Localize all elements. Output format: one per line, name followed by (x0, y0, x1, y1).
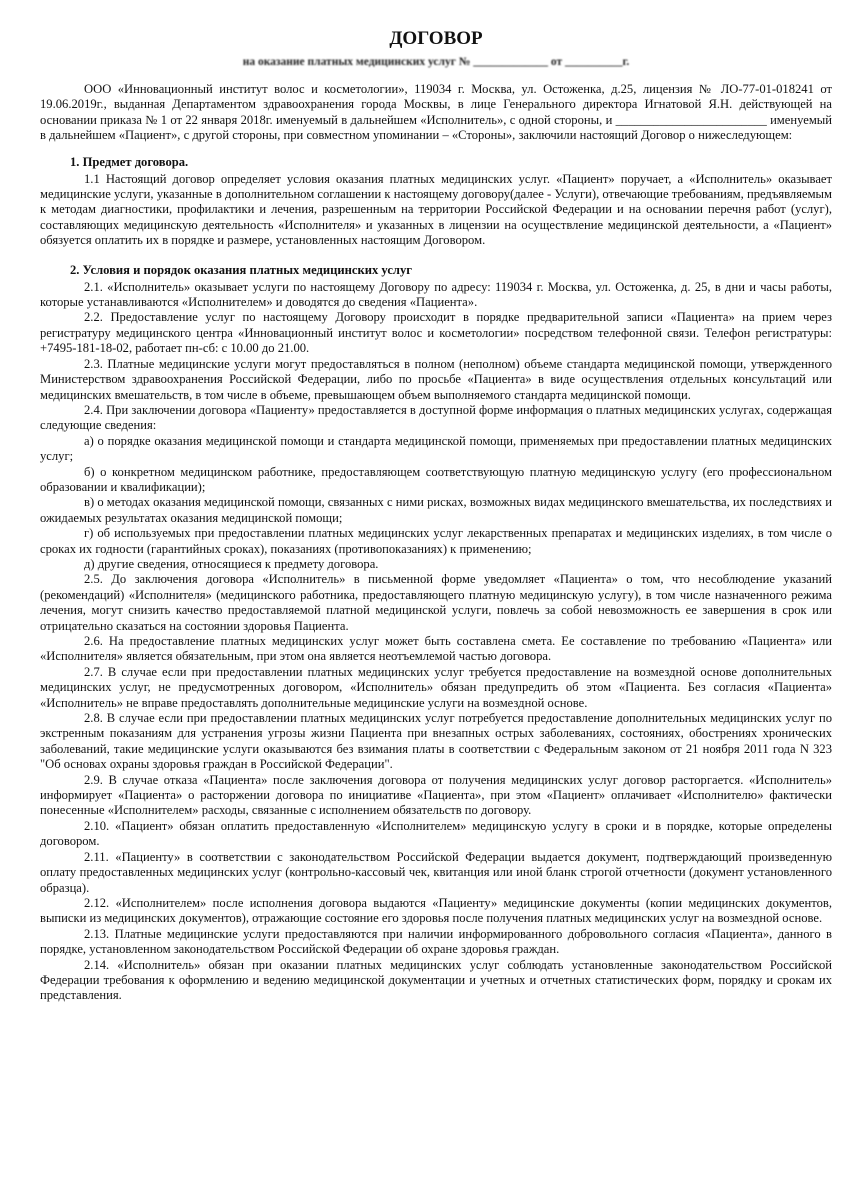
clause-2-12: 2.12. «Исполнителем» после исполнения договора выдаются «Пациенту» медицинские документы (копии медицинских документов, выписки из медицинских документов), отражающие состояние его здоровья после получения платных медицинских услуг на возмездной основе. (40, 895, 832, 926)
clause-2-4-d: г) об используемых при предоставлении платных медицинских услуг лекарственных препаратах и медицинских изделиях, в том числе о сроках их годности (гарантийных сроках), показаниях (противопоказаниях) к применению; (40, 526, 832, 556)
document-subtitle: на оказание платных медицинских услуг № _____________ от __________г. (242, 56, 630, 68)
clause-2-14: 2.14. «Исполнитель» обязан при оказании платных медицинских услуг соблюдать установленные законодательством Российской Федерации требования к оформлению и ведению медицинской документации и учетных и отчетных статистических форм, порядку и срокам их представления. (40, 957, 832, 1003)
clause-2-8: 2.8. В случае если при предоставлении платных медицинских услуг потребуется предоставление дополнительных медицинских услуг по экстренным показаниям для устранения угрозы жизни Пациента при внезапных острых заболеваниях, состояниях, обострениях хронических заболеваний, такие медицинские услуги оказываются без взимания платы в соответствии с Федеральным законом от 21 ноября 2011 года N 323 "Об основах охраны здоровья граждан в Российской Федерации". (40, 711, 832, 772)
clause-2-7: 2.7. В случае если при предоставлении платных медицинских услуг требуется предоставление на возмездной основе дополнительных медицинских услуг, не предусмотренных договором, «Исполнитель» обязан предупредить об этом «Пациента. Без согласия «Пациента» «Исполнитель» не вправе предоставлять дополнительные медицинские услуги на возмездной основе. (40, 664, 832, 710)
clause-2-4-a: а) о порядке оказания медицинской помощи и стандарта медицинской помощи, применяемых при предоставлении платных медицинских услуг; (40, 433, 832, 464)
clause-2-3: 2.3. Платные медицинские услуги могут предоставляться в полном (неполном) объеме стандарта медицинской помощи, утвержденного Министерством здравоохранения Российской Федерации, либо по просьбе «Пациента» в виде осуществления отдельных консультаций или медицинских вмешательств, в том числе в объеме, превышающем объем выполняемого стандарта медицинской помощи. (40, 356, 832, 402)
clause-2-6: 2.6. На предоставление платных медицинских услуг может быть составлена смета. Ее составление по требованию «Пациента» или «Исполнителя» является обязательным, при этом она является неотъемлемой частью договора. (40, 634, 832, 664)
section-1-paragraph: 1.1 Настоящий договор определяет условия оказания платных медицинских услуг. «Пациент» поручает, а «Исполнитель» оказывает медицинские услуги, указанные в дополнительном соглашении к настоящему договору(далее - Услуги), отвечающие требованиям, предъявляемым к методам диагностики, профилактики и лечения, разрешенным на территории Российской Федерации и на основании перечня работ (услуг), составляющих медицинскую деятельность «Исполнителя» и указанных в лицензии на осуществление медицинской деятельности, а «Пациент» обязуется оплатить их в порядке и размере, установленных настоящим Договором. (40, 171, 832, 248)
clause-2-2: 2.2. Предоставление услуг по настоящему Договору происходит в порядке предварительной записи «Пациента» на прием через регистратуру медицинского центра «Инновационный институт волос и косметологии» посредством телефонной связи. Телефон регистратуры: +7495-181-18-02, работает пн-сб: с 10.00 до 21.00. (40, 310, 832, 356)
clause-2-1: 2.1. «Исполнитель» оказывает услуги по настоящему Договору по адресу: 119034 г. Москва, ул. Остоженка, д. 25, в дни и часы работы, которые устанавливаются «Исполнителем» и доводятся до сведения «Пациента». (40, 279, 832, 310)
document-title: ДОГОВОР (389, 28, 483, 49)
section-1-heading: 1. Предмет договора. (70, 154, 189, 169)
clause-2-10: 2.10. «Пациент» обязан оплатить предоставленную «Исполнителем» медицинскую услугу в сроки и в порядке, которые определены договором. (40, 818, 832, 849)
section-2-heading: 2. Условия и порядок оказания платных медицинских услуг (70, 262, 413, 277)
clause-2-11: 2.11. «Пациенту» в соответствии с законодательством Российской Федерации выдается документ, подтверждающий произведенную оплату предоставленных медицинских услуг (контрольно-кассовый чек, квитанция или иной бланк строгой отчетности (документ установленного образца). (40, 849, 832, 895)
intro-paragraph: ООО «Инновационный институт волос и косметологии», 119034 г. Москва, ул. Остоженка, д.25, лицензия № ЛО-77-01-018241 от 19.06.2019г., выданная Департаментом здравоохранения города Москвы, в лице Генерального директора Игнатовой Я.Н. действующей на основании приказа № 1 от 22 января 2018г. именуемый в дальнейшем «Исполнитель», с одной стороны, и ________________________ именуемый в дальнейшем «Пациент», с другой стороны, при совместном упоминании – «Стороны», заключили настоящий Договор о нижеследующем: (40, 82, 832, 143)
clause-2-13: 2.13. Платные медицинские услуги предоставляются при наличии информированного добровольного согласия «Пациента», данного в порядке, установленном законодательством Российской Федерации об охране здоровья граждан. (40, 926, 832, 957)
clause-2-4-e: д) другие сведения, относящиеся к предмету договора. (84, 556, 379, 571)
clause-2-4-c: в) о методах оказания медицинской помощи, связанных с ними рисках, возможных видах медицинского вмешательства, их последствиях и ожидаемых результатах оказания медицинской помощи; (40, 495, 832, 525)
clause-2-4-b: б) о конкретном медицинском работнике, предоставляющем соответствующую платную медицинскую услугу (его профессиональном образовании и квалификации); (40, 464, 832, 494)
clause-2-5: 2.5. До заключения договора «Исполнитель» в письменной форме уведомляет «Пациента» о том, что несоблюдение указаний (рекомендаций) «Исполнителя» (медицинского работника, предоставляющего платную медицинскую услугу), в том числе назначенного режима лечения, могут снизить качество предоставляемой платной медицинской услуги, повлечь за собой невозможность ее завершения в срок или отрицательно сказаться на состоянии здоровья Пациента. (40, 572, 832, 633)
clause-2-9: 2.9. В случае отказа «Пациента» после заключения договора от получения медицинских услуг договор расторгается. «Исполнитель» информирует «Пациента» о расторжении договора по инициативе «Пациента», при этом «Пациент» оплачивает «Исполнителю» фактически понесенные «Исполнителем» расходы, связанные с исполнением обязательств по договору. (40, 772, 832, 818)
clause-2-4: 2.4. При заключении договора «Пациенту» предоставляется в доступной форме информация о платных медицинских услугах, содержащая следующие сведения: (40, 402, 832, 433)
